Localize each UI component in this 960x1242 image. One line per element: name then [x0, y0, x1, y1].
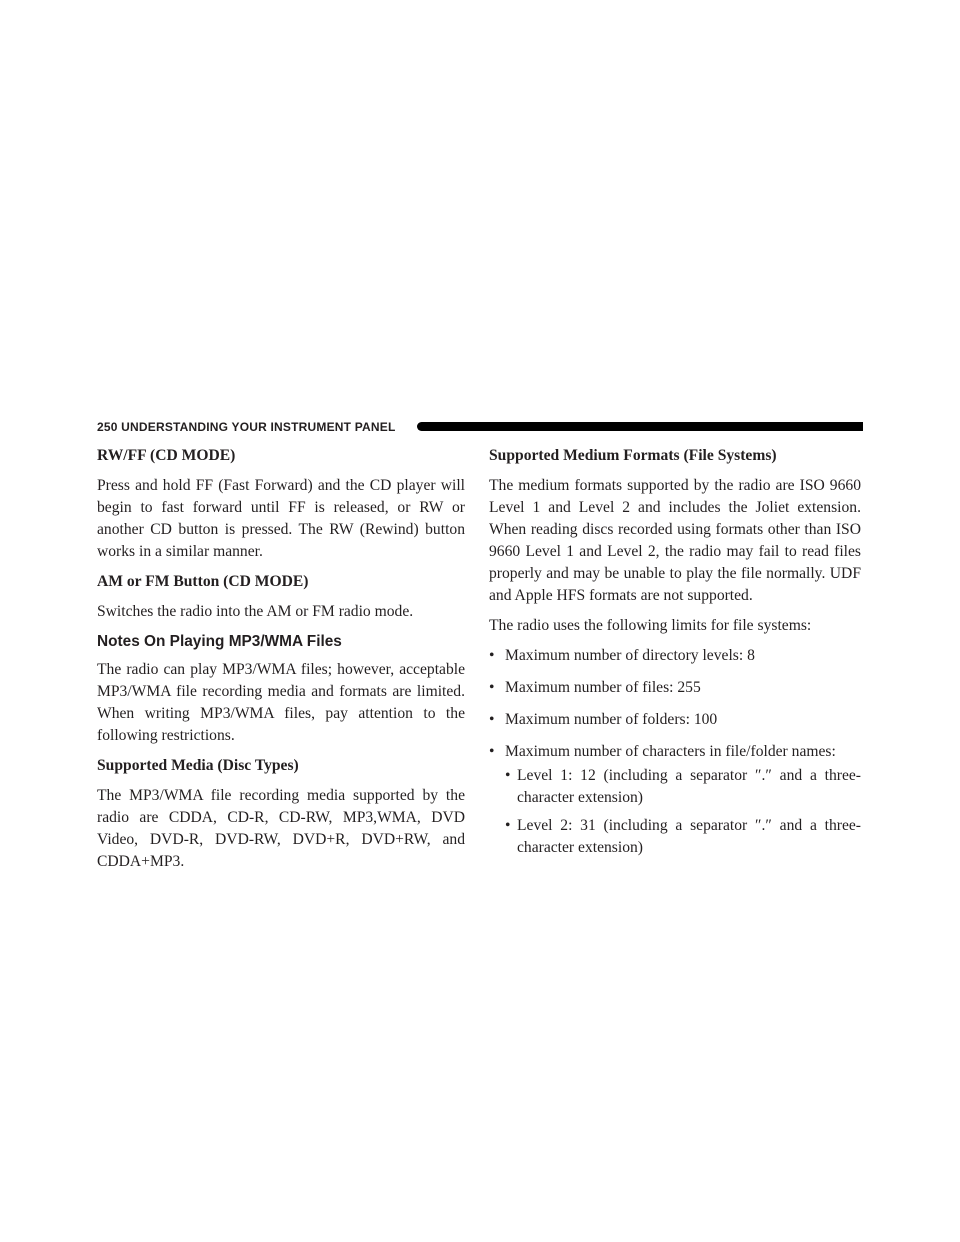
rwff-paragraph: Press and hold FF (Fast Forward) and the CD player will begin to fast forward until FF is released, or RW or another CD button is pressed. The RW (Rewind) button works in a similar manner. — [97, 477, 465, 560]
list-item: • Maximum number of files: 255 — [489, 677, 861, 699]
notes-heading: Notes On Playing MP3/WMA Files — [97, 633, 342, 650]
header-rule — [417, 422, 863, 431]
amfm-heading: AM or FM Button (CD MODE) — [97, 573, 309, 590]
formats-paragraph: The medium formats supported by the radio are ISO 9660 Level 1 and Level 2 and includes the Joliet extension. When reading discs recorded using formats other than ISO 9660 Level 1 and Level 2, the radio may fail to read files properly and may be unable to play the file normally. UDF and Apple HFS formats are not supported. — [489, 477, 861, 604]
limits-list — [489, 645, 861, 859]
list-item-text: Maximum number of characters in file/folder names: — [505, 743, 836, 760]
notes-paragraph: The radio can play MP3/WMA files; however, acceptable MP3/WMA file recording media and formats are limited. When writing MP3/WMA files, pay attention to the following restrictions. — [97, 661, 465, 744]
sub-list-item: • Level 1: 12 (including a separator ″.″ and a three-character extension) — [505, 765, 861, 809]
page-number-label: 250 UNDERSTANDING YOUR INSTRUMENT PANEL — [97, 420, 396, 434]
limits-intro: The radio uses the following limits for file systems: — [489, 617, 812, 634]
right-column — [489, 445, 861, 869]
list-item: • Maximum number of folders: 100 — [489, 709, 861, 731]
list-item: • Maximum number of directory levels: 8 — [489, 645, 861, 667]
list-item-name-limits — [489, 741, 861, 859]
formats-heading: Supported Medium Formats (File Systems) — [489, 447, 777, 464]
left-column — [97, 445, 465, 881]
amfm-paragraph: Switches the radio into the AM or FM radio mode. — [97, 603, 414, 620]
page-header — [97, 418, 863, 436]
sub-list-item: • Level 2: 31 (including a separator ″.″ and a three-character extension) — [505, 815, 861, 859]
media-heading: Supported Media (Disc Types) — [97, 757, 299, 774]
name-limits-list — [505, 765, 861, 859]
media-paragraph: The MP3/WMA file recording media supported by the radio are CDDA, CD-R, CD-RW, MP3,WMA, DVD Video, DVD-R, DVD-RW, DVD+R, DVD+RW, and CDDA+MP3. — [97, 787, 465, 870]
rwff-heading: RW/FF (CD MODE) — [97, 447, 236, 464]
